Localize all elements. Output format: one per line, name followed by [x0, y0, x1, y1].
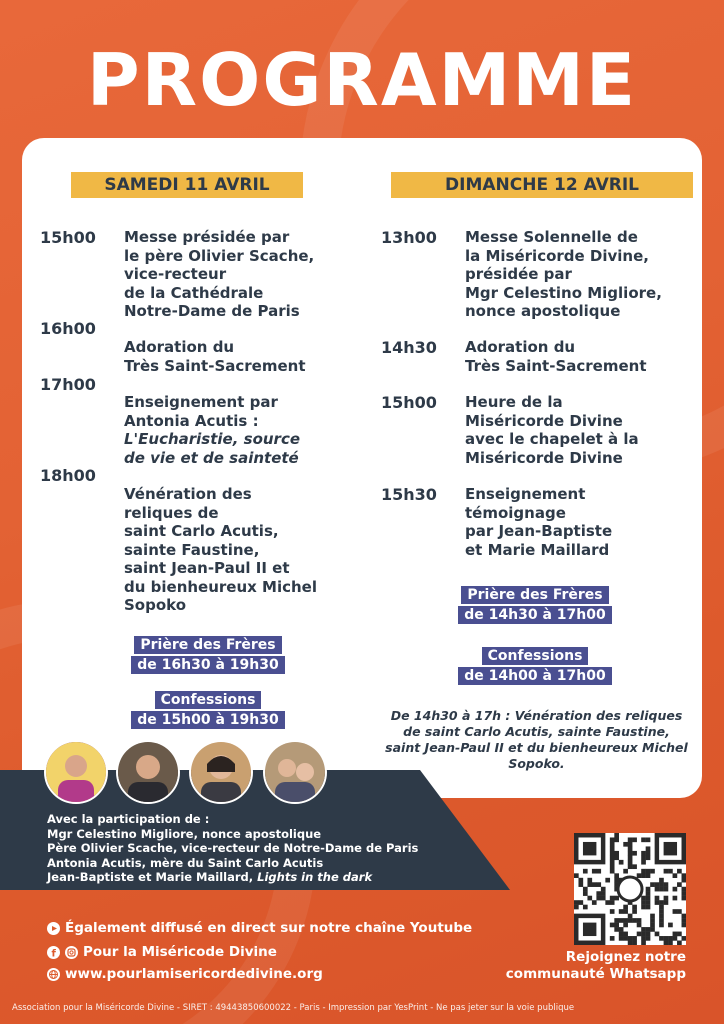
legal-notice: Association pour la Miséricorde Divine - SIRET : 49443850600022 - Paris - Impression par YesPrint - Ne pas jeter sur la voie publique — [12, 1003, 575, 1013]
event-time: 15h30 — [381, 485, 437, 504]
event-time: 17h00 — [40, 375, 96, 394]
confessions-badge: Confessions de 15h00 à 19h30 — [80, 689, 336, 729]
whatsapp-qr-code[interactable] — [574, 833, 686, 945]
event-time: 15h00 — [40, 228, 96, 247]
event-time: 14h30 — [381, 338, 437, 357]
event-time: 13h00 — [381, 228, 437, 247]
instagram-icon — [65, 946, 78, 959]
prayer-badge: Prière des Frères de 16h30 à 19h30 — [80, 634, 336, 674]
event-description: Vénération des reliques de saint Carlo Acutis, sainte Faustine, saint Jean-Paul II et du bienheureux Michel Sopoko — [124, 485, 318, 614]
event-description: Adoration du Très Saint-Sacrement — [465, 338, 647, 375]
youtube-icon — [47, 922, 60, 935]
event-time: 18h00 — [40, 466, 96, 485]
saturday-heading: SAMEDI 11 AVRIL — [71, 172, 303, 198]
whatsapp-caption: Rejoignez notre communauté Whatsapp — [505, 949, 686, 982]
social-line[interactable]: f Pour la Miséricode Divine — [47, 944, 277, 960]
event-description: Adoration du Très Saint-Sacrement — [124, 338, 306, 375]
prayer-badge: Prière des Frères de 14h30 à 17h00 — [412, 584, 658, 624]
avatar — [44, 740, 108, 804]
event-description: Enseignement par Antonia Acutis : L'Eucharistie, source de vie et de sainteté — [124, 393, 301, 467]
avatar — [116, 740, 180, 804]
event-description: Heure de la Miséricorde Divine avec le chapelet à la Miséricorde Divine — [465, 393, 639, 467]
event-description: Messe présidée par le père Olivier Scache, vice-recteur de la Cathédrale Notre-Dame de Paris — [124, 228, 315, 320]
facebook-icon — [47, 946, 60, 959]
page-title: PROGRAMME — [86, 38, 638, 122]
svg-text:f: f — [51, 948, 56, 959]
avatar — [263, 740, 327, 804]
confessions-badge: Confessions de 14h00 à 17h00 — [412, 645, 658, 685]
event-time: 15h00 — [381, 393, 437, 412]
avatar — [189, 740, 253, 804]
globe-icon — [47, 968, 60, 981]
event-description: Messe Solennelle de la Miséricorde Divine, présidée par Mgr Celestino Migliore, nonce apostolique — [465, 228, 662, 320]
youtube-line[interactable]: Également diffusé en direct sur notre chaîne Youtube — [47, 920, 472, 936]
event-time: 16h00 — [40, 319, 96, 338]
veneration-note: De 14h30 à 17h : Vénération des reliques de saint Carlo Acutis, sainte Faustine, saint Jean-Paul II et du bienheureux Michel Sopoko. — [385, 708, 688, 771]
website-link[interactable]: www.pourlamisericordedivine.org — [47, 966, 323, 982]
sunday-heading: DIMANCHE 12 AVRIL — [391, 172, 693, 198]
event-description: Enseignement témoignage par Jean-Baptiste et Marie Maillard — [465, 485, 613, 559]
participation-text: Avec la participation de : Mgr Celestino Migliore, nonce apostolique Père Olivier Scache, vice-recteur de Notre-Dame de Paris Antonia Acutis, mère du Saint Carlo Acutis Jean-Baptiste et Marie Maillard, Lights in the dark — [47, 812, 419, 884]
